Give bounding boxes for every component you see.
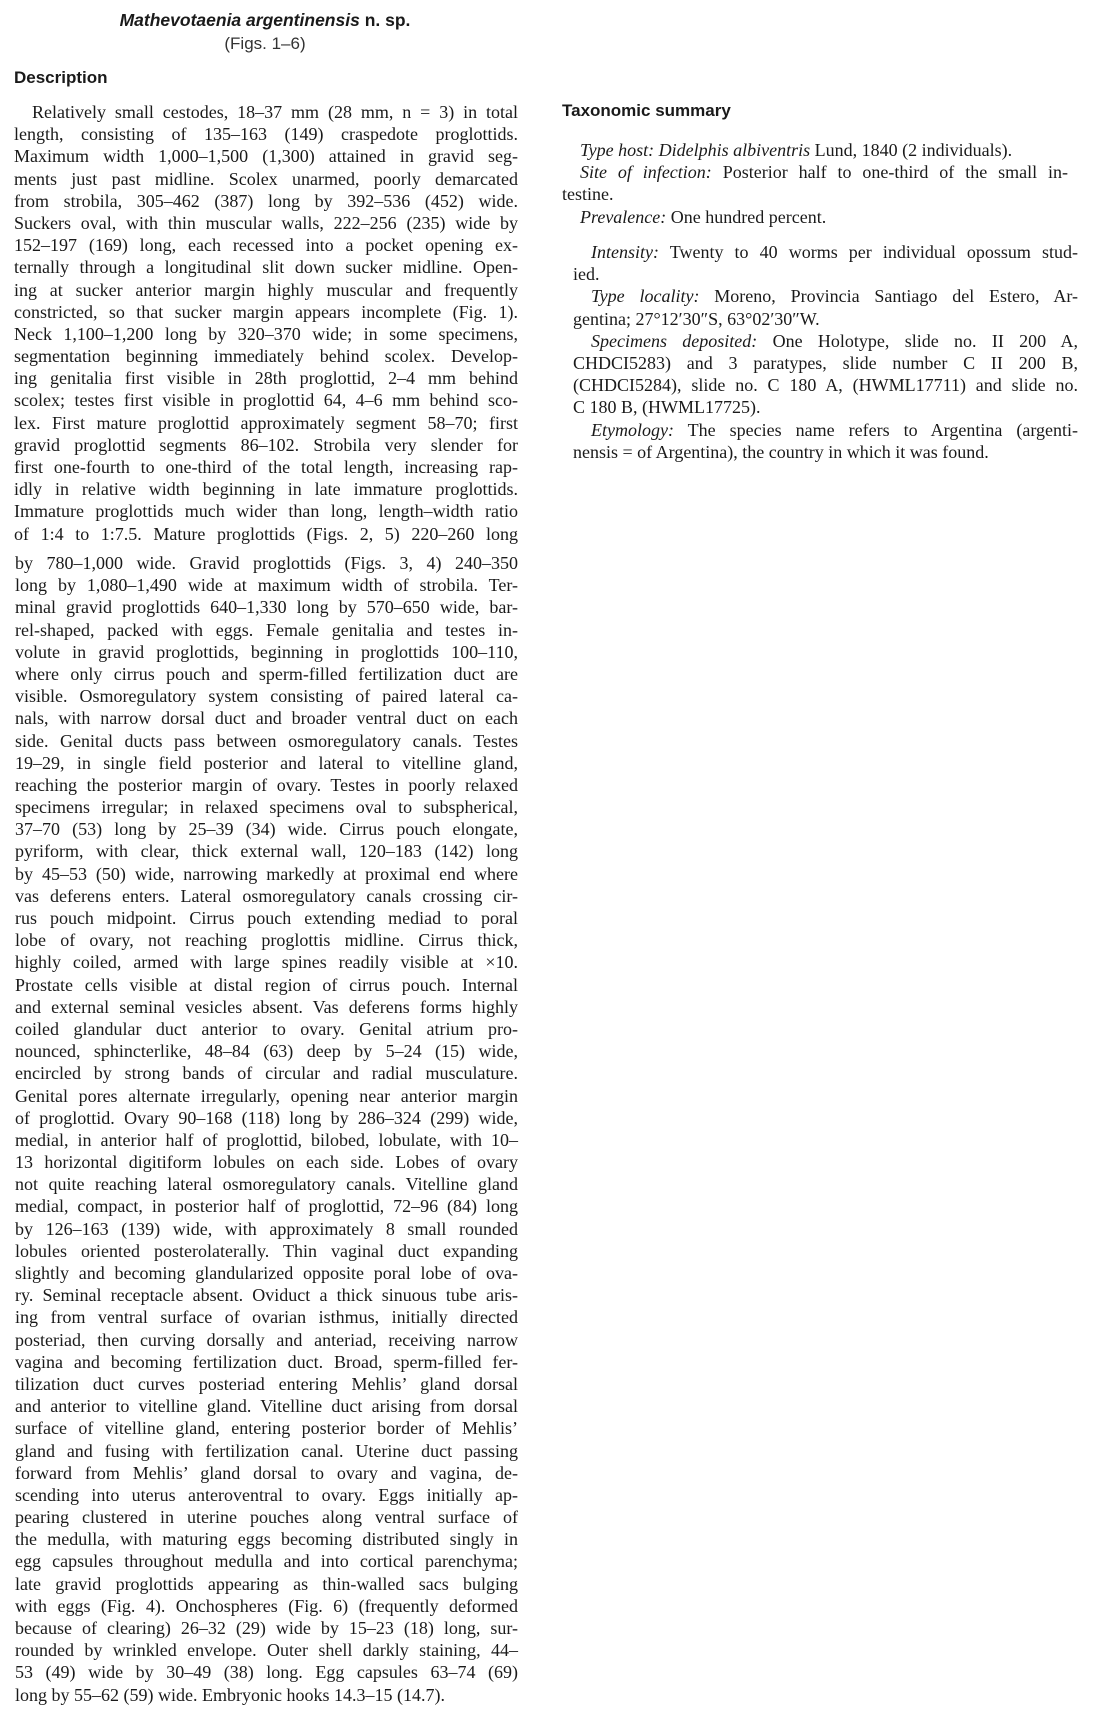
text-line: 152–197 (169) long, each recessed into a pocket opening ex-	[14, 235, 518, 256]
text-line: Maximum width 1,000–1,500 (1,300) attained in gravid seg-	[14, 146, 518, 167]
text-line: long by 1,080–1,490 wide at maximum width of strobila. Ter-	[15, 575, 518, 596]
summary-label: Etymology:	[591, 419, 674, 440]
text-line: medial, compact, in posterior half of proglottid, 72–96 (84) long	[15, 1196, 518, 1217]
summary-text: Posterior half to one-third of the small in-	[711, 162, 1069, 183]
taxonomic-summary-group-2	[573, 241, 1078, 463]
summary-text: The species name refers to Argentina (argenti-	[673, 419, 1078, 440]
summary-line	[573, 263, 1078, 285]
text-line: rounded by wrinkled envelope. Outer shell darkly staining, 44–	[15, 1640, 518, 1661]
text-line: lobe of ovary, not reaching proglottis midline. Cirrus thick,	[15, 930, 518, 951]
text-line: long by 55–62 (59) wide. Embryonic hooks 14.3–15 (14.7).	[15, 1684, 445, 1705]
text-line: ing genitalia first visible in 28th proglottid, 2–4 mm behind	[14, 368, 518, 389]
text-line: because of clearing) 26–32 (29) wide by 15–23 (18) long, sur-	[15, 1618, 518, 1638]
summary-label: Site of infection:	[580, 162, 712, 183]
text-line: specimens irregular; in relaxed specimens oval to subspherical,	[15, 797, 518, 818]
summary-line	[573, 396, 1078, 418]
text-line: highly coiled, armed with large spines readily visible at ×10.	[15, 952, 518, 973]
text-line: minal gravid proglottids 640–1,330 long by 570–650 wide, bar-	[15, 597, 518, 618]
text-line: volute in gravid proglottids, beginning in proglottids 100–110,	[15, 641, 518, 662]
text-line: of 1:4 to 1:7.5. Mature proglottids (Figs. 2, 5) 220–260 long	[14, 523, 518, 544]
text-line: scending into uterus anteroventral to ovary. Eggs initially ap-	[15, 1484, 518, 1505]
description-text-block-1	[14, 101, 518, 545]
text-line: nals, with narrow dorsal duct and broader ventral duct on each	[15, 708, 518, 729]
summary-line	[573, 241, 1078, 263]
text-line: posteriad, then curving dorsally and anteriad, receiving narrow	[15, 1329, 518, 1350]
text-line: 13 horizontal digitiform lobules on each side. Lobes of ovary	[15, 1152, 518, 1173]
text-line: egg capsules throughout medulla and into cortical parenchyma;	[15, 1551, 518, 1572]
text-line: first one-fourth to one-third of the total length, increasing rap-	[14, 457, 518, 477]
text-line: by 780–1,000 wide. Gravid proglottids (Figs. 3, 4) 240–350	[15, 553, 518, 573]
text-line: Genital pores alternate irregularly, opening near anterior margin	[15, 1085, 518, 1106]
text-line: 37–70 (53) long by 25–39 (34) wide. Cirrus pouch elongate,	[15, 819, 518, 840]
summary-line	[573, 330, 1078, 352]
summary-label: Prevalence:	[580, 206, 667, 227]
text-line: medial, in anterior half of proglottid, bilobed, lobulate, with 10–	[15, 1129, 518, 1150]
text-line: and external seminal vesicles absent. Vas deferens forms highly	[15, 996, 518, 1017]
text-line: gland and fusing with fertilization canal. Uterine duct passing	[15, 1440, 518, 1461]
host-species-name: Didelphis albiventris	[654, 140, 811, 160]
summary-label: Type locality:	[591, 286, 700, 307]
text-line: not quite reaching lateral osmoregulatory canals. Vitelline gland	[15, 1174, 518, 1195]
summary-text: One hundred percent.	[666, 206, 827, 227]
text-line: slightly and becoming glandularized opposite poral lobe of ova-	[15, 1263, 518, 1283]
text-line: reaching the posterior margin of ovary. Testes in poorly relaxed	[15, 774, 518, 795]
summary-line	[573, 419, 1078, 441]
text-line: with eggs (Fig. 4). Onchospheres (Fig. 6) (frequently deformed	[15, 1595, 518, 1616]
summary-line	[573, 352, 1078, 374]
text-line: idly in relative width beginning in late immature proglottids.	[14, 479, 518, 500]
summary-text: (CHDCI5284), slide no. C 180 A, (HWML17711) and slide no.	[573, 375, 1078, 396]
text-line: segmentation beginning immediately behind scolex. Develop-	[14, 346, 518, 367]
text-line: rel-shaped, packed with eggs. Female genitalia and testes in-	[15, 619, 518, 640]
text-line: scolex; testes first visible in proglottid 64, 4–6 mm behind sco-	[14, 390, 518, 411]
text-line: side. Genital ducts pass between osmoregulatory canals. Testes	[15, 730, 518, 751]
summary-text: testine.	[562, 184, 614, 205]
figure-reference: (Figs. 1–6)	[224, 34, 306, 53]
taxonomic-summary-group-1	[562, 139, 1068, 228]
text-line: nounced, sphincterlike, 48–84 (63) deep by 5–24 (15) wide,	[15, 1041, 518, 1062]
text-line: ing at sucker anterior margin highly muscular and frequently	[14, 279, 518, 300]
text-line: ry. Seminal receptacle absent. Oviduct a thick sinuous tube aris-	[15, 1285, 518, 1306]
description-heading: Description	[14, 68, 108, 87]
text-line: constricted, so that sucker margin appears incomplete (Fig. 1).	[14, 301, 518, 322]
text-line: Suckers oval, with thin muscular walls, 222–256 (235) wide by	[14, 212, 518, 233]
summary-text: nensis = of Argentina), the country in which it was found.	[573, 441, 989, 462]
text-line: Neck 1,100–1,200 long by 320–370 wide; in some specimens,	[14, 323, 518, 344]
summary-text: CHDCI5283) and 3 paratypes, slide number C II 200 B,	[573, 352, 1078, 373]
summary-line	[562, 206, 1068, 228]
text-line: surface of vitelline gland, entering posterior border of Mehlis’	[15, 1418, 518, 1439]
text-line: 19–29, in single field posterior and lateral to vitelline gland,	[15, 752, 518, 773]
text-line: vagina and becoming fertilization duct. Broad, sperm-filled fer-	[15, 1351, 518, 1372]
text-line: length, consisting of 135–163 (149) craspedote proglottids.	[14, 124, 518, 145]
description-text-block-2	[15, 552, 518, 1706]
species-suffix: n. sp.	[359, 10, 411, 30]
summary-line	[573, 308, 1078, 330]
summary-label: Specimens deposited:	[591, 330, 758, 351]
summary-line	[573, 441, 1078, 463]
text-line: encircled by strong bands of circular and radial musculature.	[15, 1063, 518, 1084]
text-line: rus pouch midpoint. Cirrus pouch extending mediad to poral	[15, 908, 518, 928]
text-line: from strobila, 305–462 (387) long by 392–536 (452) wide.	[14, 190, 518, 211]
text-line: pyriform, with clear, thick external wall, 120–183 (142) long	[15, 841, 518, 862]
text-line: late gravid proglottids appearing as thin-walled sacs bulging	[15, 1573, 518, 1594]
text-line: by 126–163 (139) wide, with approximately 8 small rounded	[15, 1218, 518, 1239]
summary-label: Type host:	[580, 140, 655, 160]
text-line: 53 (49) wide by 30–49 (38) long. Egg capsules 63–74 (69)	[15, 1662, 518, 1683]
summary-line	[573, 285, 1078, 307]
text-line: coiled glandular duct anterior to ovary. Genital atrium pro-	[15, 1018, 518, 1039]
text-line: gravid proglottid segments 86–102. Strobila very slender for	[14, 434, 518, 455]
summary-text: ied.	[573, 264, 600, 285]
summary-line	[562, 161, 1068, 183]
species-name: Mathevotaenia argentinensis	[119, 10, 360, 30]
text-line: where only cirrus pouch and sperm-filled fertilization duct are	[15, 663, 518, 684]
summary-line	[562, 139, 1068, 161]
summary-text: Lund, 1840 (2 individuals).	[810, 140, 1013, 160]
text-line: Relatively small cestodes, 18–37 mm (28 mm, n = 3) in total	[32, 102, 518, 122]
text-line: the medulla, with maturing eggs becoming distributed singly in	[15, 1529, 518, 1550]
text-line: of proglottid. Ovary 90–168 (118) long by 286–324 (299) wide,	[15, 1107, 518, 1128]
taxonomic-summary-heading: Taxonomic summary	[562, 101, 731, 120]
text-line: lex. First mature proglottid approximately segment 58–70; first	[14, 412, 518, 433]
text-line: Prostate cells visible at distal region of cirrus pouch. Internal	[15, 974, 518, 995]
text-line: pearing clustered in uterine pouches along ventral surface of	[15, 1507, 518, 1528]
text-line: ternally through a longitudinal slit down sucker midline. Open-	[14, 257, 518, 278]
text-line: visible. Osmoregulatory system consisting of paired lateral ca-	[15, 686, 518, 707]
summary-text: Moreno, Provincia Santiago del Estero, Ar-	[699, 286, 1078, 307]
text-line: ments just past midline. Scolex unarmed, poorly demarcated	[14, 168, 518, 189]
text-line: forward from Mehlis’ gland dorsal to ovary and vagina, de-	[15, 1462, 518, 1483]
summary-text: C 180 B, (HWML17725).	[573, 397, 761, 418]
text-line: by 45–53 (50) wide, narrowing markedly at proximal end where	[15, 863, 518, 884]
text-line: and anterior to vitelline gland. Vitelline duct arising from dorsal	[15, 1396, 518, 1417]
text-line: vas deferens enters. Lateral osmoregulatory canals crossing cir-	[15, 885, 518, 906]
summary-label: Intensity:	[591, 242, 659, 262]
summary-line	[573, 374, 1078, 396]
text-line: ing from ventral surface of ovarian isthmus, initially directed	[15, 1307, 518, 1328]
summary-text: gentina; 27°12′30″S, 63°02′30″W.	[573, 308, 820, 329]
text-line: lobules oriented posterolaterally. Thin vaginal duct expanding	[15, 1240, 518, 1261]
text-line: tilization duct curves posteriad entering Mehlis’ gland dorsal	[15, 1373, 518, 1394]
species-title	[0, 8, 530, 32]
summary-text: Twenty to 40 worms per individual opossum stud-	[658, 242, 1078, 262]
summary-text: One Holotype, slide no. II 200 A,	[757, 330, 1079, 351]
summary-line	[562, 183, 1068, 205]
text-line: Immature proglottids much wider than long, length–width ratio	[14, 501, 518, 522]
